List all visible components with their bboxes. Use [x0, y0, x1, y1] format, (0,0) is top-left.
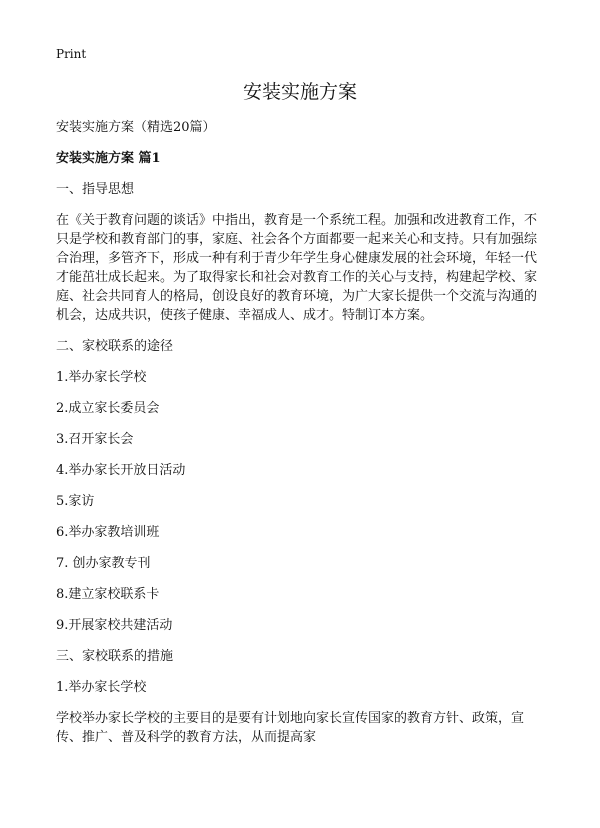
channel-item: 8.建立家校联系卡: [56, 587, 160, 602]
channel-item: 2.成立家长委员会: [56, 401, 160, 416]
channel-item: 3.召开家长会: [56, 432, 134, 447]
part3-heading: 三、家校联系的措施: [56, 649, 174, 664]
channel-item: 7. 创办家教专刊: [56, 556, 151, 571]
measure1-body: 学校举办家长学校的主要目的是要有计划地向家长宣传国家的教育方针、政策，宣传、推广、普及科学的教育方法，从而提高家: [56, 711, 525, 745]
channel-item: 5.家访: [56, 494, 95, 509]
channel-item: 1.举办家长学校: [56, 370, 147, 385]
document-title: 安装实施方案: [242, 81, 357, 103]
channel-item: 9.开展家校共建活动: [56, 618, 173, 633]
part1-body: 在《关于教育问题的谈话》中指出，教育是一个系统工程。加强和改进教育工作，不只是学校和教育部门的事，家庭、社会各个方面都要一起来关心和支持。只有加强综合治理，多管齐下，形成一种有利于青少年学生身心健康发展的社会环境，年轻一代才能茁壮成长起来。为了取得家长和社会对教育工作的关心与支持，构建起学校、家庭、社会共同育人的格局，创设良好的教育环境，为广大家长提供一个交流与沟通的机会，达成共识，使孩子健康、幸福成人、成才。特制订本方案。: [56, 213, 538, 323]
part2-heading: 二、家校联系的途径: [56, 339, 174, 354]
print-label: Print: [56, 47, 87, 61]
document-subtitle: 安装实施方案（精选20篇）: [56, 120, 216, 135]
channel-item: 6.举办家教培训班: [56, 525, 160, 540]
part1-heading: 一、指导思想: [56, 182, 135, 197]
measure1-heading: 1.举办家长学校: [56, 680, 147, 695]
channel-item: 4.举办家长开放日活动: [56, 463, 186, 478]
section-heading: 安装实施方案 篇1: [56, 151, 161, 166]
document-content: [56, 118, 548, 759]
